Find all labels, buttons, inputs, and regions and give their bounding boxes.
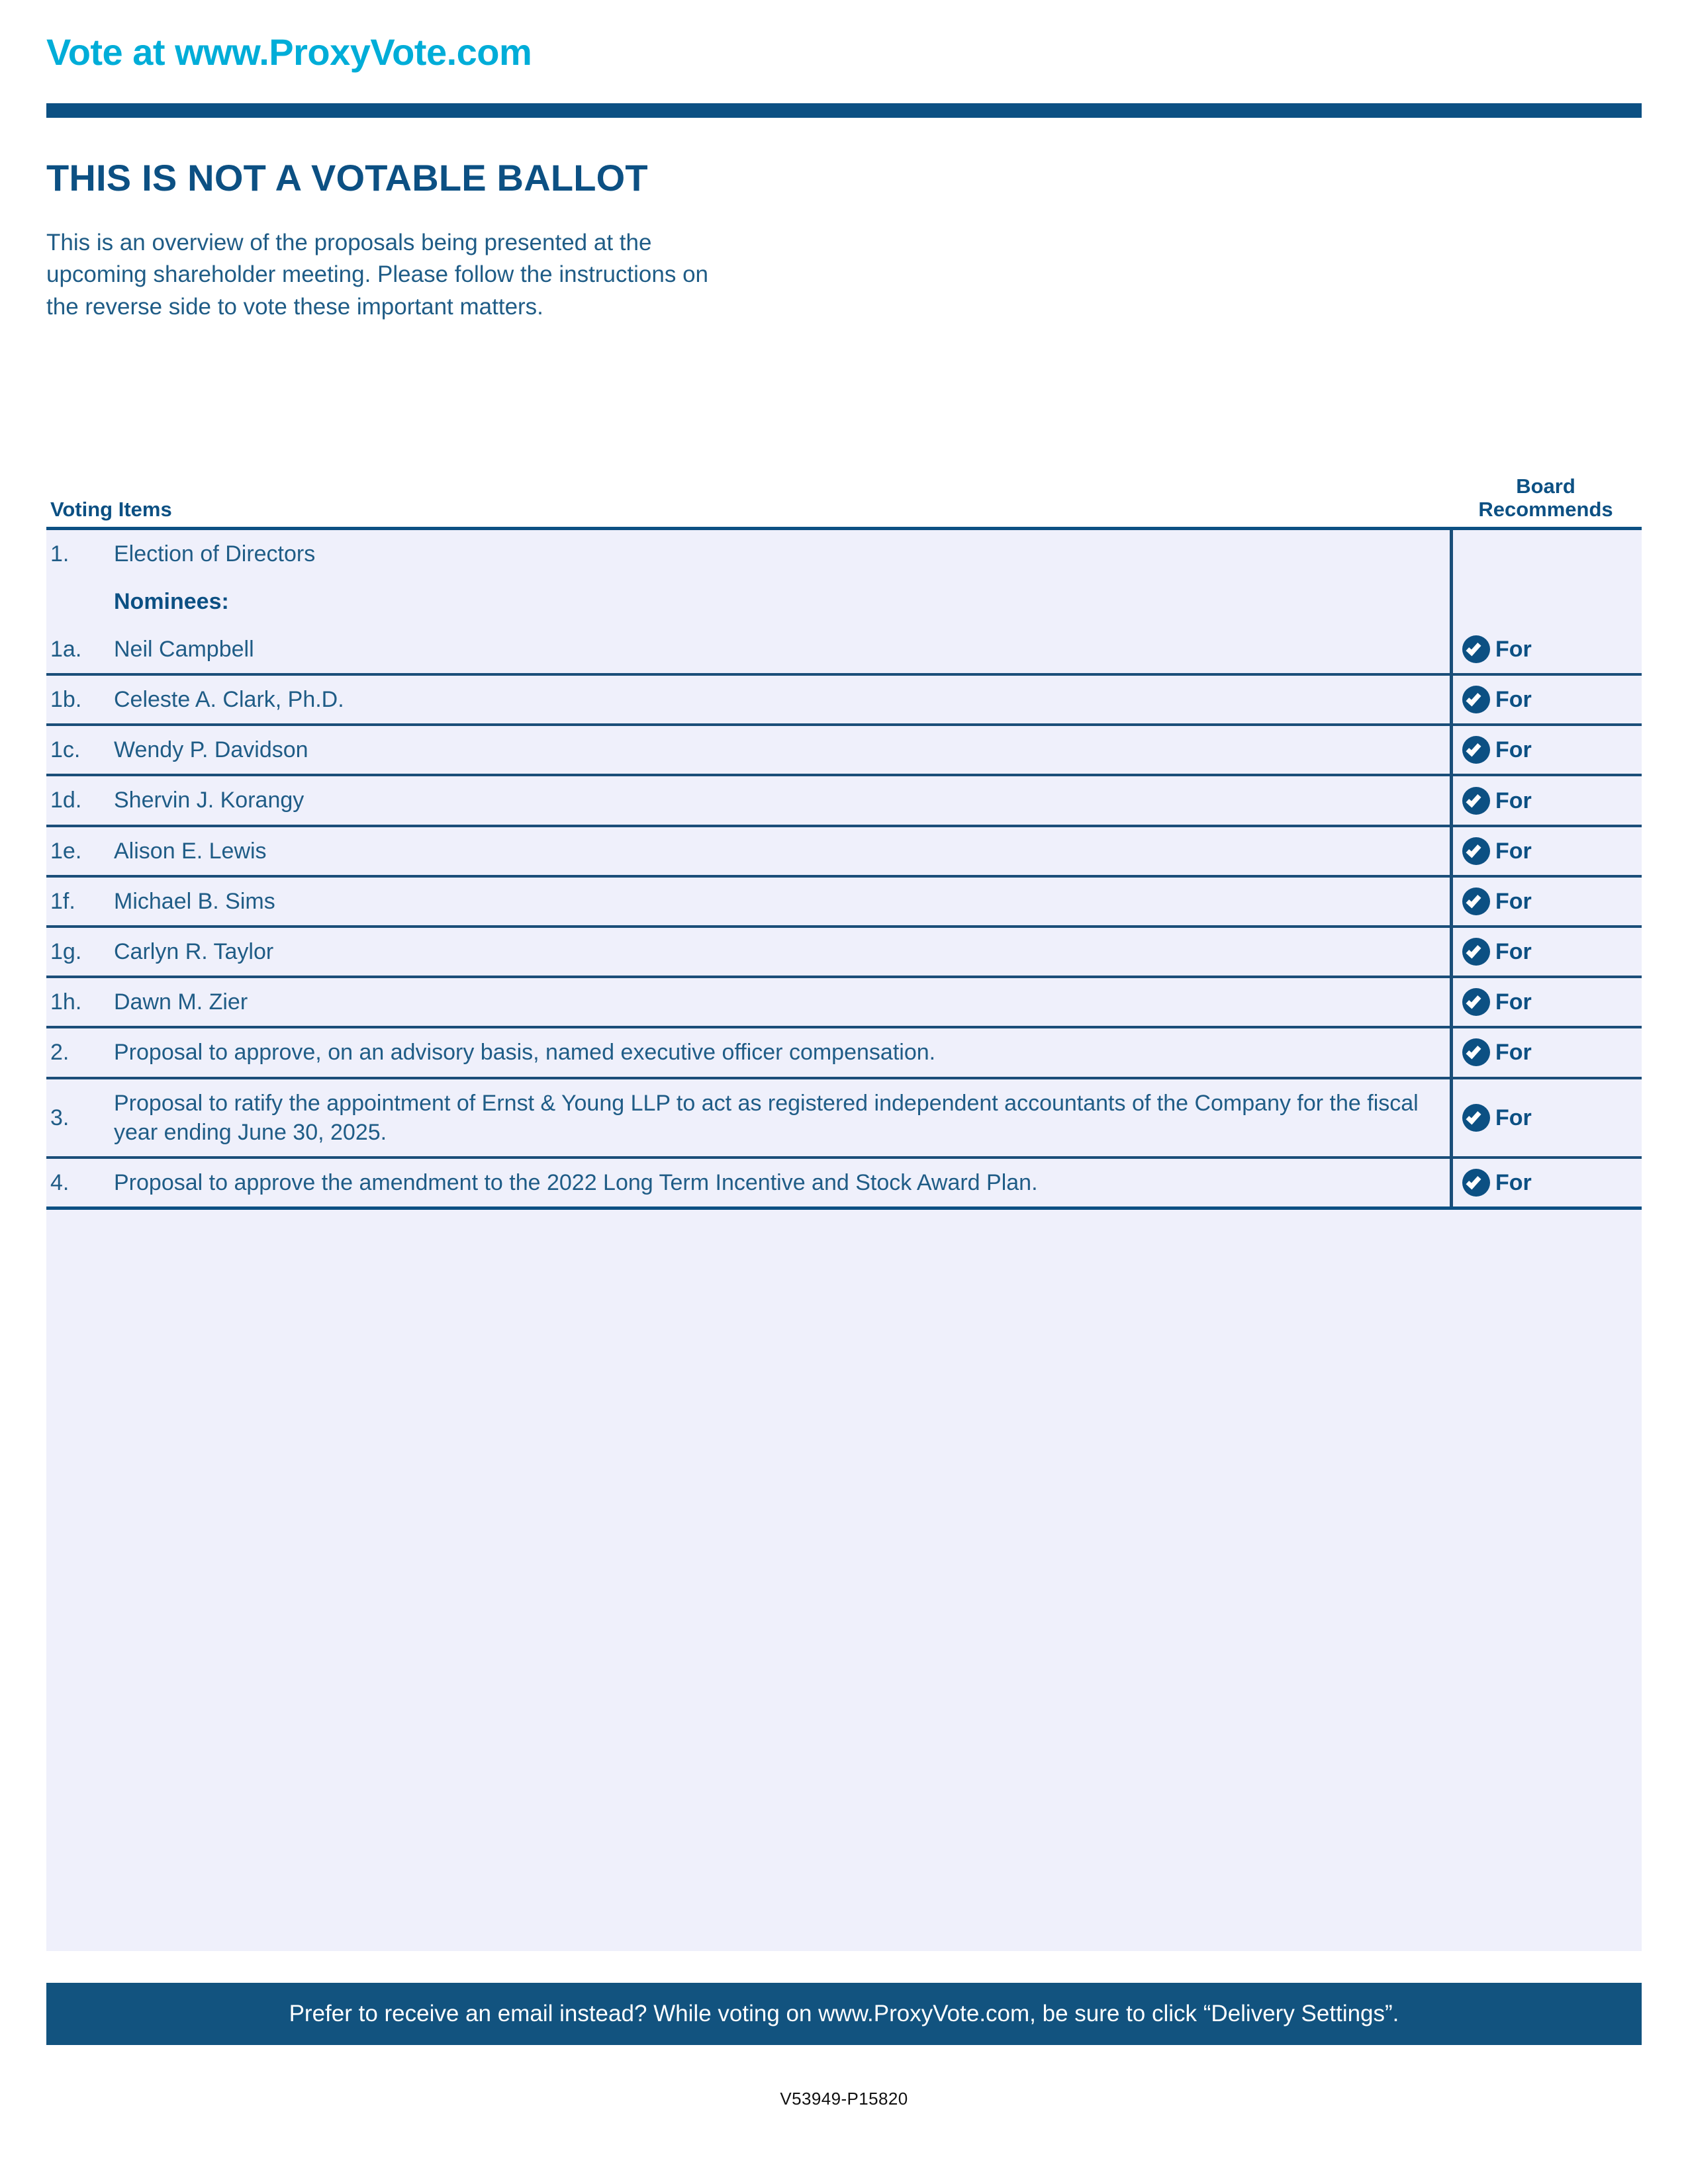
page-header: [0, 0, 1688, 118]
intro-line-2: upcoming shareholder meeting. Please follow the instructions on: [46, 261, 709, 288]
recommendation-label: For: [1495, 939, 1532, 965]
board-recommendation-cell: [1450, 1159, 1642, 1206]
table-empty-area: [46, 1210, 1642, 1951]
table-row: [46, 1079, 1642, 1159]
row-index: 1g.: [50, 939, 82, 965]
table-row: [46, 1159, 1642, 1210]
row-item-text: Proposal to approve the amendment to the 2022 Long Term Incentive and Stock Award Plan.: [114, 1169, 1038, 1195]
row-index: 1f.: [50, 888, 75, 914]
table-header-row: [46, 475, 1642, 526]
intro-paragraph: [46, 227, 827, 323]
row-item-cell: [46, 878, 1450, 925]
recommendation-indicator: [1462, 736, 1532, 764]
recommendation-indicator: [1462, 686, 1532, 713]
board-recommendation-cell: [1450, 1079, 1642, 1156]
column-header-board-recommends: [1450, 475, 1642, 521]
table-row: [46, 928, 1642, 978]
check-circle-icon: [1462, 1169, 1490, 1197]
recommendation-label: For: [1495, 788, 1532, 813]
check-circle-icon: [1462, 787, 1490, 815]
row-item-cell: [46, 726, 1450, 774]
row-index: 4.: [50, 1169, 70, 1195]
board-recommends-line-1: Board: [1516, 475, 1575, 498]
recommendation-label: For: [1495, 737, 1532, 763]
row-index: 1b.: [50, 687, 82, 713]
table-row: [46, 1028, 1642, 1079]
table-row: [46, 878, 1642, 928]
recommendation-indicator: [1462, 1104, 1532, 1132]
row-item-text: Neil Campbell: [114, 636, 254, 662]
recommendation-label: For: [1495, 687, 1532, 713]
intro-line-1: This is an overview of the proposals being presented at the: [46, 230, 652, 256]
board-recommendation-cell: [1450, 827, 1642, 875]
board-recommendation-cell: [1450, 1028, 1642, 1076]
row-item-cell: [46, 928, 1450, 976]
recommendation-label: For: [1495, 1170, 1532, 1196]
row-item-cell: [46, 978, 1450, 1026]
check-circle-icon: [1462, 1038, 1490, 1066]
recommendation-indicator: [1462, 938, 1532, 966]
row-item-text: Carlyn R. Taylor: [114, 939, 274, 965]
table-row: [46, 726, 1642, 776]
row-index: 1e.: [50, 838, 82, 864]
recommendation-label: For: [1495, 989, 1532, 1015]
voting-rows-container: [46, 527, 1642, 1210]
page-title: THIS IS NOT A VOTABLE BALLOT: [46, 156, 648, 199]
check-circle-icon: [1462, 887, 1490, 915]
row-item-cell: [46, 1159, 1450, 1206]
row-item-text: Michael B. Sims: [114, 888, 275, 914]
check-circle-icon: [1462, 1104, 1490, 1132]
table-row: [46, 578, 1642, 625]
row-item-cell: [46, 1028, 1450, 1076]
board-recommendation-cell: [1450, 878, 1642, 925]
header-divider-bar: [46, 103, 1642, 118]
board-recommendation-cell: [1450, 776, 1642, 824]
row-index: 1h.: [50, 989, 82, 1015]
board-recommendation-cell: [1450, 625, 1642, 673]
recommendation-indicator: [1462, 887, 1532, 915]
recommendation-label: For: [1495, 888, 1532, 914]
check-circle-icon: [1462, 686, 1490, 713]
check-circle-icon: [1462, 635, 1490, 663]
row-index: 1a.: [50, 636, 82, 662]
board-recommendation-cell: [1450, 928, 1642, 976]
row-item-text: Proposal to approve, on an advisory basis, named executive officer compensation.: [114, 1040, 936, 1066]
check-circle-icon: [1462, 736, 1490, 764]
row-item-cell: [46, 625, 1450, 673]
board-recommendation-cell: [1450, 530, 1642, 578]
board-recommends-line-2: Recommends: [1478, 497, 1613, 521]
control-number: V53949-P15820: [780, 2089, 908, 2109]
recommendation-indicator: [1462, 1038, 1532, 1066]
table-row: [46, 978, 1642, 1028]
row-item-cell: [46, 530, 1450, 578]
table-row: [46, 776, 1642, 827]
row-index: 1.: [50, 541, 70, 567]
recommendation-label: For: [1495, 636, 1532, 662]
table-row: [46, 676, 1642, 726]
voting-items-table: [46, 475, 1642, 1951]
table-row: [46, 530, 1642, 578]
row-index: 3.: [50, 1105, 70, 1130]
row-index: 2.: [50, 1040, 70, 1066]
intro-line-3: the reverse side to vote these important matters.: [46, 293, 543, 320]
board-recommendation-cell: [1450, 578, 1642, 625]
proxyvote-site-title: Vote at www.ProxyVote.com: [46, 31, 532, 73]
row-item-text: Shervin J. Korangy: [114, 788, 305, 813]
row-item-text: Celeste A. Clark, Ph.D.: [114, 687, 344, 713]
row-item-cell: [46, 827, 1450, 875]
row-index: 1c.: [50, 737, 81, 763]
row-item-text: Alison E. Lewis: [114, 838, 267, 864]
row-item-text: Wendy P. Davidson: [114, 737, 308, 763]
table-row: [46, 827, 1642, 878]
row-item-cell: [46, 1079, 1450, 1156]
recommendation-indicator: [1462, 988, 1532, 1016]
row-item-text: Proposal to ratify the appointment of Ernst & Young LLP to act as registered independent accountants of the Company for the fiscal year ending June 30, 2025.: [114, 1090, 1419, 1145]
board-recommendation-cell: [1450, 676, 1642, 723]
recommendation-indicator: [1462, 837, 1532, 865]
board-recommendation-cell: [1450, 726, 1642, 774]
document-intro-section: [0, 158, 1688, 1952]
recommendation-indicator: [1462, 1169, 1532, 1197]
check-circle-icon: [1462, 938, 1490, 966]
row-item-text: Nominees:: [114, 588, 229, 614]
row-item-text: Election of Directors: [114, 541, 316, 567]
recommendation-label: For: [1495, 838, 1532, 864]
recommendation-label: For: [1495, 1105, 1532, 1130]
row-item-cell: [46, 676, 1450, 723]
column-header-voting-items: Voting Items: [50, 497, 172, 521]
delivery-settings-banner: Prefer to receive an email instead? While voting on www.ProxyVote.com, be sure to click “Delivery Settings”.: [46, 1983, 1642, 2045]
row-item-text: Dawn M. Zier: [114, 989, 248, 1015]
recommendation-label: For: [1495, 1040, 1532, 1066]
check-circle-icon: [1462, 837, 1490, 865]
recommendation-indicator: [1462, 787, 1532, 815]
row-item-cell: [46, 776, 1450, 824]
recommendation-indicator: [1462, 635, 1532, 663]
table-row: [46, 625, 1642, 676]
row-item-cell: [46, 578, 1450, 625]
row-index: 1d.: [50, 788, 82, 813]
board-recommendation-cell: [1450, 978, 1642, 1026]
check-circle-icon: [1462, 988, 1490, 1016]
